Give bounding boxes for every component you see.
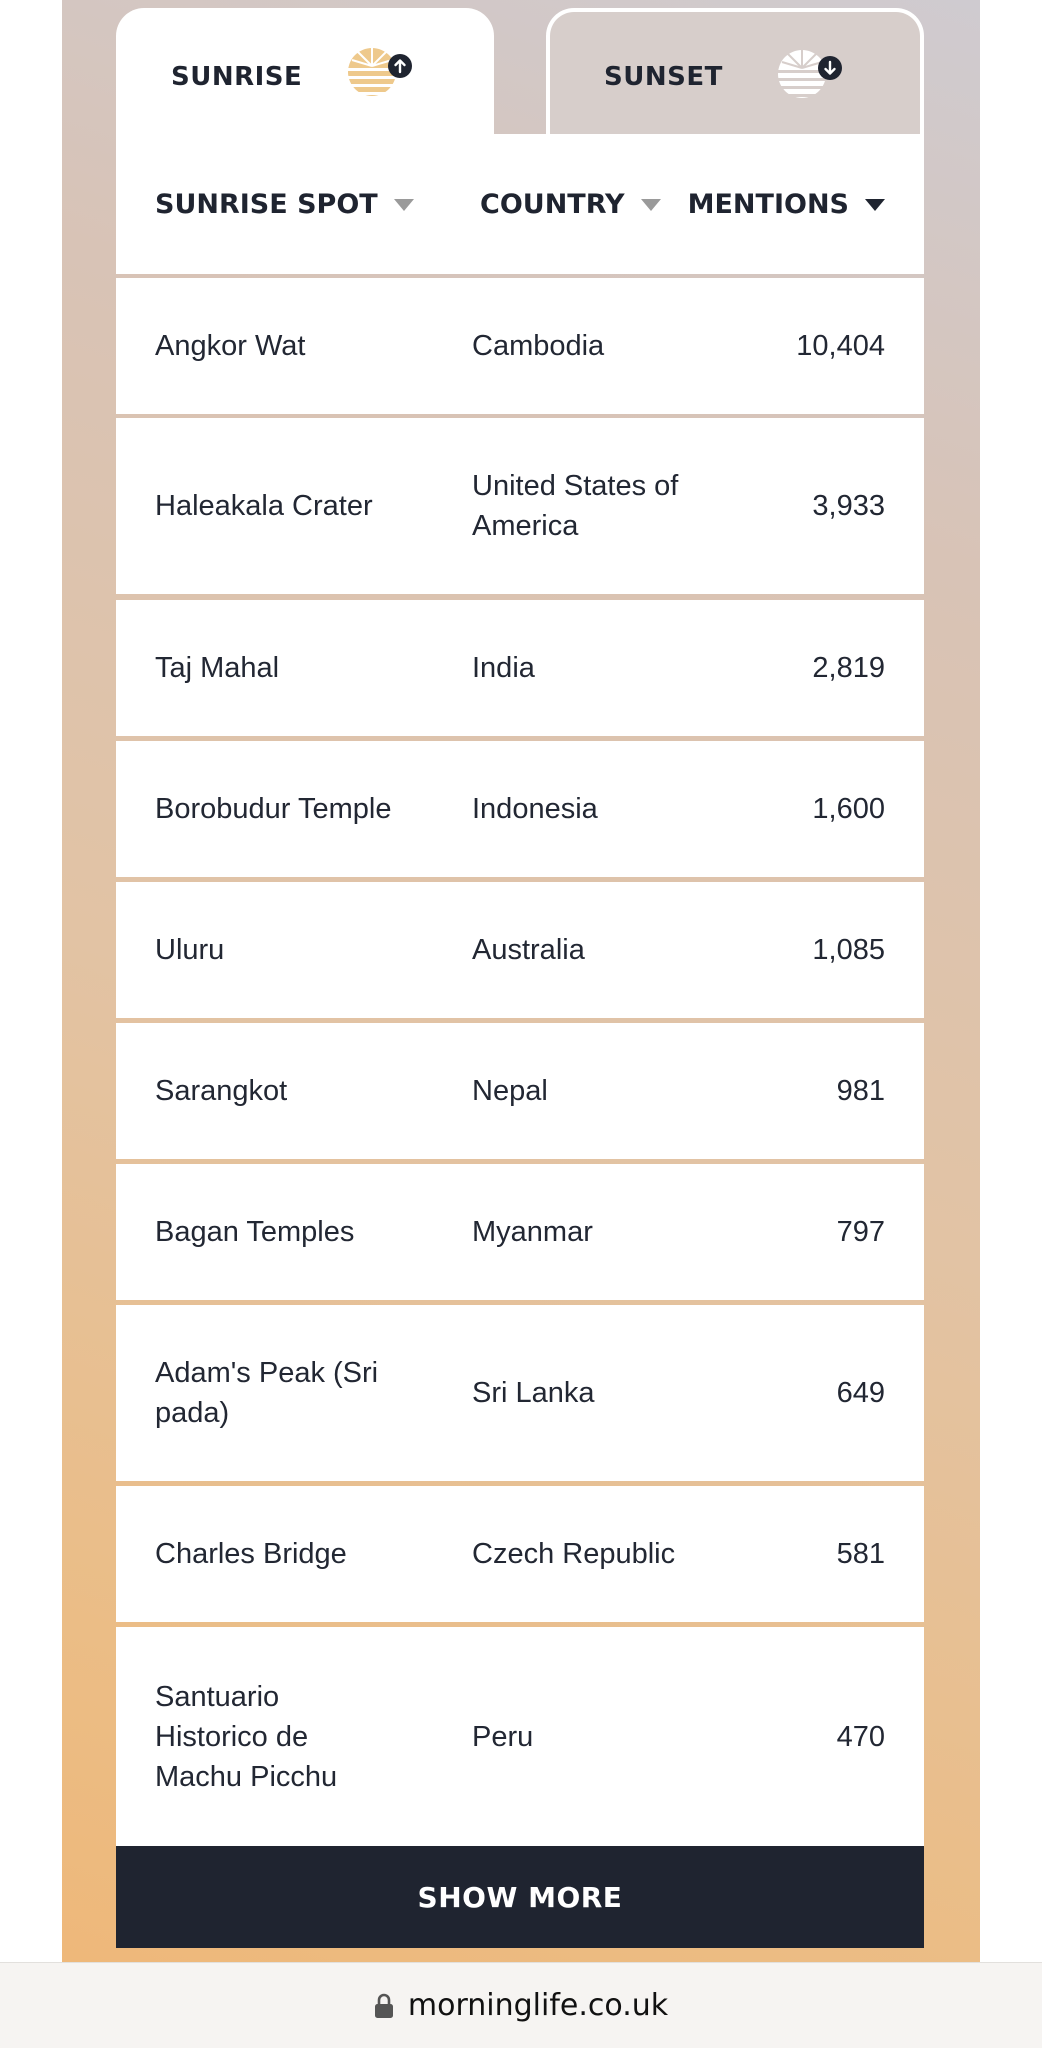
cell-country: India xyxy=(472,652,535,684)
sort-sunrise-spot[interactable] xyxy=(155,189,414,220)
tab-sunrise[interactable] xyxy=(116,8,494,134)
cell-spot: Bagan Temples xyxy=(155,1216,355,1248)
cell-spot: Taj Mahal xyxy=(155,652,280,684)
column-header-mentions: MENTIONS xyxy=(687,189,849,220)
table-row xyxy=(116,1305,924,1481)
table-row xyxy=(116,1486,924,1622)
sunset-icon xyxy=(778,42,842,106)
cell-spot: Santuario Historico de Machu Picchu xyxy=(155,1680,338,1793)
cell-country: Peru xyxy=(472,1720,534,1753)
sunrise-table-card xyxy=(116,0,924,1948)
url-text: morninglife.co.uk xyxy=(407,1988,669,2023)
tab-sunset[interactable] xyxy=(546,8,924,134)
table-row xyxy=(116,278,924,414)
cell-spot: Adam's Peak (Sri pada) xyxy=(155,1357,379,1429)
table-row xyxy=(116,741,924,877)
browser-address-bar[interactable] xyxy=(0,1962,1042,2048)
cell-spot: Sarangkot xyxy=(155,1075,288,1107)
column-header-sunrise-spot: SUNRISE SPOT xyxy=(155,189,378,220)
cell-country: Nepal xyxy=(472,1075,548,1107)
cell-mentions: 10,404 xyxy=(796,330,885,362)
cell-country: Australia xyxy=(472,934,585,966)
cell-country: United States of America xyxy=(472,470,679,542)
sort-caret-icon xyxy=(865,199,885,211)
table-header xyxy=(116,134,924,274)
sort-country[interactable] xyxy=(480,189,661,220)
table-row xyxy=(116,882,924,1018)
table-row xyxy=(116,418,924,594)
cell-mentions: 649 xyxy=(836,1377,885,1409)
cell-spot: Charles Bridge xyxy=(155,1538,347,1570)
cell-spot: Borobudur Temple xyxy=(155,793,392,825)
cell-country: Myanmar xyxy=(472,1216,593,1248)
lock-icon xyxy=(374,1993,394,2019)
table-row xyxy=(116,1627,924,1846)
cell-mentions: 581 xyxy=(836,1538,885,1570)
cell-mentions: 797 xyxy=(836,1216,885,1248)
cell-mentions: 470 xyxy=(836,1720,885,1753)
table-row xyxy=(116,600,924,736)
table-row xyxy=(116,1023,924,1159)
cell-spot: Angkor Wat xyxy=(155,330,306,362)
tab-sunrise-label: SUNRISE xyxy=(171,62,303,92)
sunrise-icon xyxy=(348,40,412,104)
cell-spot: Haleakala Crater xyxy=(155,490,373,522)
column-header-country: COUNTRY xyxy=(480,189,625,220)
cell-country: Czech Republic xyxy=(472,1538,676,1570)
sort-mentions[interactable] xyxy=(688,189,885,220)
show-more-button[interactable]: SHOW MORE xyxy=(116,1846,924,1948)
cell-mentions: 2,819 xyxy=(812,652,885,684)
cell-mentions: 3,933 xyxy=(812,490,885,522)
cell-mentions: 1,600 xyxy=(812,793,885,825)
sort-caret-icon xyxy=(641,199,661,211)
cell-mentions: 1,085 xyxy=(812,934,885,966)
tab-sunset-label: SUNSET xyxy=(604,62,723,92)
cell-mentions: 981 xyxy=(836,1075,885,1107)
cell-country: Sri Lanka xyxy=(472,1377,595,1409)
cell-country: Cambodia xyxy=(472,330,605,362)
cell-spot: Uluru xyxy=(155,934,225,966)
sort-caret-icon xyxy=(394,199,414,211)
cell-country: Indonesia xyxy=(472,793,598,825)
table-row xyxy=(116,1164,924,1300)
